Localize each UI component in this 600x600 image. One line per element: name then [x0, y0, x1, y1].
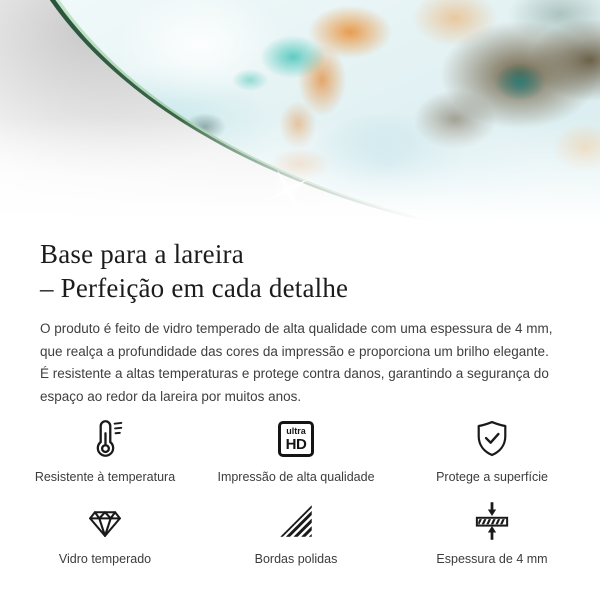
feature-label: Espessura de 4 mm	[436, 552, 548, 566]
feature-label: Resistente à temperatura	[34, 470, 176, 484]
feature-item-tempered-glass	[21, 498, 189, 566]
feature-label: Protege a superfície	[436, 470, 548, 484]
shield-check-icon	[470, 416, 514, 462]
feature-item-polished-edges	[189, 498, 403, 566]
diamond-icon	[84, 498, 126, 544]
features-grid	[0, 416, 600, 566]
ultra-hd-badge-bottom: HD	[285, 436, 307, 453]
product-description: O produto é feito de vidro temperado de alta qualidade com uma espessura de 4 mm, que realça a profundidade das cores da impressão e proporciona um brilho elegante. É resistente a altas temperaturas e protege contra danos, garantindo a segurança do espaço ao redor da lareira por muitos anos.	[40, 321, 553, 404]
feature-label: Bordas polidas	[254, 552, 338, 566]
ultra-hd-badge-top: ultra	[286, 426, 306, 436]
feature-item-surface-protection	[403, 416, 581, 484]
thermometer-icon	[82, 416, 128, 462]
feature-item-temperature	[21, 416, 189, 484]
title-line-2: – Perfeição em cada detalhe	[40, 273, 349, 303]
thickness-icon	[470, 498, 514, 544]
page-title	[40, 237, 560, 305]
title-line-1: Base para a lareira	[40, 239, 244, 269]
feature-item-thickness	[403, 498, 581, 566]
feature-item-print-quality	[189, 416, 403, 484]
product-hero-image	[0, 0, 600, 235]
polished-edges-icon	[276, 498, 316, 544]
feature-label: Impressão de alta qualidade	[217, 470, 375, 484]
ultra-hd-icon	[278, 416, 314, 462]
feature-label: Vidro temperado	[58, 552, 152, 566]
